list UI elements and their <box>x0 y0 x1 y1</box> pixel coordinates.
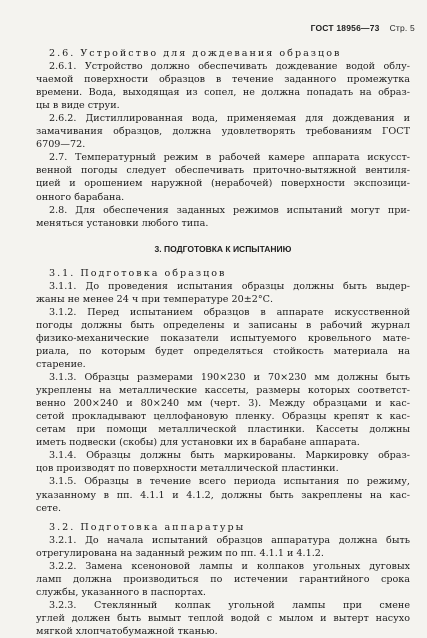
paragraph-3-1-3: 3.1.3. Образцы размерами 190×230 и 70×230 мм должны быть укреплены на металлические кассеты, размеры которых соответст- венно 200×240 и 80×240 мм (черт. 3). Между образцами и кас- сетой прокладывают целлофановую пленку. Образцы крепят к кас- сетам при помощи металлической пластинки. Кассеты должны иметь подвески (скобы) для установки их в барабане аппарата. <box>36 372 410 449</box>
subsection-heading-3-1: 3.1. Подготовка образцов <box>49 267 227 279</box>
subsection-heading-3-2: 3.2. Подготовка аппаратуры <box>49 521 246 533</box>
paragraph-3-2-2: 3.2.2. Замена ксеноновой лампы и колпаков угольных дуговых ламп должна производиться по истечении гарантийного срока службы, указанного в паспортах. <box>36 560 410 598</box>
section-title: 3. ПОДГОТОВКА К ИСПЫТАНИЮ <box>154 243 292 254</box>
paragraph-3-1-4: 3.1.4. Образцы должны быть маркированы. Маркировку образ- цов производят по поверхности металлической пластинки. <box>36 450 410 475</box>
paragraph-3-1-2: 3.1.2. Перед испытанием образцов в аппарате искусственной погоды должны быть определены и записаны в рабочий журнал физико-механические показатели испытуемого кровельного мате- риала, по которым будет определяться стойкость материала на старение. <box>36 306 410 371</box>
paragraph-3-2-1: 3.2.1. До начала испытаний образцов аппаратура должна быть отрегулирована на заданный режим по пп. 4.1.1 и 4.1.2. <box>36 534 410 559</box>
paragraph-2-7: 2.7. Температурный режим в рабочей камере аппарата искусст- венной погоды следует обеспечивать приточно-вытяжной вентиля- цией и орошением наружной (нерабочей) поверхности экспозици- онного барабана. <box>36 152 410 203</box>
page-header <box>311 23 415 33</box>
document-body <box>36 47 410 638</box>
paragraph-3-1-1: 3.1.1. До проведения испытания образцы должны быть выдер- жаны не менее 24 ч при температуре 20±2°С. <box>36 280 410 305</box>
paragraph-3-1-5: 3.1.5. Образцы в течение всего периода испытания по режиму, указанному в пп. 4.1.1 и 4.1.2, должны быть закреплены на кас- сете. <box>36 476 410 514</box>
paragraph-2-6-2: 2.6.2. Дистиллированная вода, применяемая для дождевания и замачивания образцов, должна удовлетворять требованиям ГОСТ 6709—72. <box>36 113 410 151</box>
paragraph-3-2-3: 3.2.3. Стеклянный колпак угольной лампы при смене углей должен быть вымыт теплой водой с мылом и вытерт насухо мягкой хлопчатобумажной тканью. <box>36 599 410 637</box>
paragraph-2-8: 2.8. Для обеспечения заданных режимов испытаний могут при- меняться установки любого типа. <box>36 204 410 229</box>
paragraph-2-6-1: 2.6.1. Устройство должно обеспечивать дождевание водой облу- чаемой поверхности образцов в течение заданного промежутка времени. Вода, выходящая из сопел, не должна попадать на образ- цы в виде струи. <box>36 61 410 112</box>
subsection-heading-2-6: 2.6. Устройство для дождевания образцов <box>49 48 342 59</box>
page-number: Стр. 5 <box>389 23 415 33</box>
standard-number: ГОСТ 18956—73 <box>310 23 380 33</box>
